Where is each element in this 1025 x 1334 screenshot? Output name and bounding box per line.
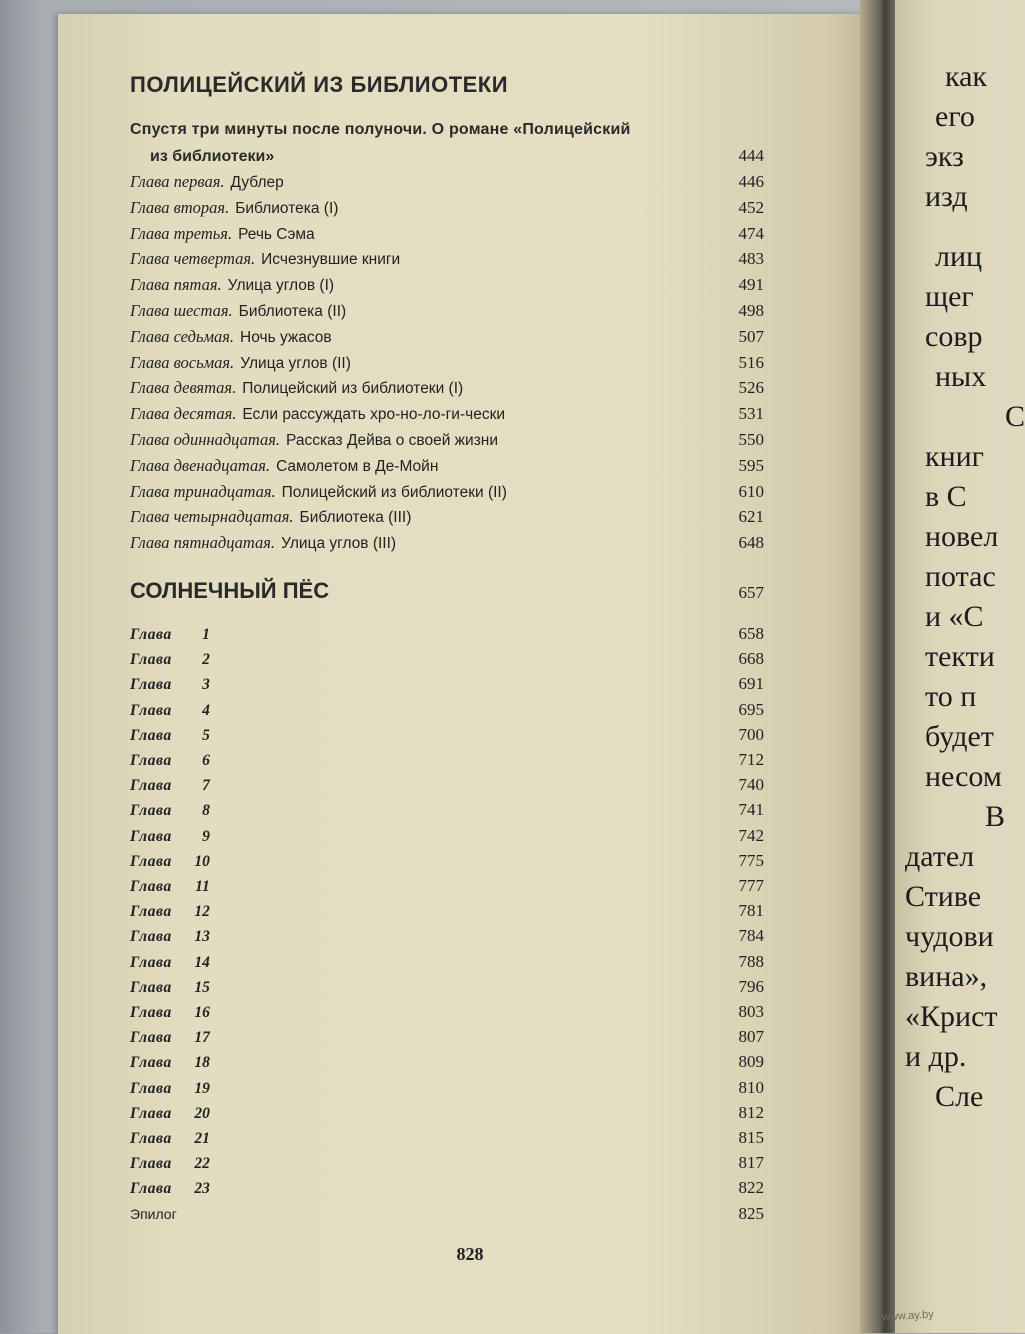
right-page-line: Стиве <box>905 880 982 913</box>
chapter-number: 16 <box>194 1004 210 1021</box>
chapter-label: Глава одиннадцатая. <box>130 430 281 449</box>
dot-leader <box>216 843 712 844</box>
dot-leader <box>321 241 712 242</box>
chapter-number: 5 <box>202 726 210 744</box>
chapter-label: Глава четырнадцатая. <box>130 507 294 527</box>
page-number: 712 <box>738 750 764 769</box>
dot-leader <box>344 215 712 216</box>
page-number: 775 <box>738 850 764 870</box>
dot-leader <box>513 499 712 500</box>
chapter-entry <box>130 624 210 644</box>
toc-row-chapter-number <box>130 1103 764 1127</box>
dot-leader <box>340 292 712 293</box>
page-number: 491 <box>738 275 764 295</box>
toc-row-chapter <box>130 172 764 196</box>
toc-row-chapter <box>130 507 764 531</box>
chapter-title: Библиотека (II) <box>238 303 347 320</box>
right-page-line: лиц <box>935 240 983 273</box>
right-page-line: экз <box>925 140 964 173</box>
chapter-label: Глава девятая. <box>130 378 237 398</box>
chapter-number: 4 <box>202 701 210 719</box>
toc-row-chapter-number <box>130 1027 764 1051</box>
page-number: 595 <box>738 455 764 475</box>
page-number: 807 <box>738 1027 764 1047</box>
dot-leader <box>216 1170 712 1171</box>
chapter-entry <box>130 1128 210 1148</box>
toc-row-chapter-number <box>130 800 764 824</box>
chapter-number: 13 <box>194 928 210 946</box>
toc-row-chapter <box>130 430 764 454</box>
chapter-number: 2 <box>202 651 210 669</box>
page-number: 777 <box>738 876 764 895</box>
chapter-label: Глава шестая. <box>130 301 233 320</box>
dot-leader <box>216 717 712 718</box>
chapter-label: Глава <box>130 1079 172 1097</box>
dot-leader <box>406 266 712 267</box>
watermark: www.ay.by <box>881 1308 935 1324</box>
toc-row-chapter <box>130 533 764 557</box>
page-number: 803 <box>738 1002 764 1021</box>
chapter-entry <box>130 456 438 476</box>
chapter-entry <box>130 533 396 553</box>
dot-leader <box>216 817 712 818</box>
chapter-title: Улица углов (III) <box>281 535 397 553</box>
chapter-entry <box>130 700 210 720</box>
chapter-number: 18 <box>194 1054 210 1072</box>
chapter-entry <box>130 275 334 295</box>
page-number: 531 <box>738 404 764 424</box>
page-number: 658 <box>738 624 764 643</box>
page-number: 695 <box>738 699 764 719</box>
chapter-label: Глава двенадцатая. <box>130 455 271 475</box>
chapter-label: Глава тринадцатая. <box>130 481 276 501</box>
toc-row-chapter <box>130 224 764 248</box>
toc-row-chapter-number <box>130 851 764 875</box>
page-number: 516 <box>738 352 764 372</box>
toc-row-chapter-number <box>130 674 764 698</box>
dot-leader <box>216 742 712 743</box>
chapter-entry <box>130 1178 210 1198</box>
chapter-title: Исчезнувшие книги <box>261 251 401 269</box>
chapter-entry <box>130 800 210 820</box>
chapter-number: 21 <box>194 1130 210 1147</box>
page-number: 610 <box>738 481 764 501</box>
chapter-number: 8 <box>202 802 210 820</box>
right-page-line: книг <box>925 440 984 473</box>
dot-leader <box>216 691 712 692</box>
chapter-label: Глава <box>130 1054 172 1072</box>
page-number: 691 <box>738 674 764 694</box>
chapter-number: 10 <box>194 852 210 870</box>
page-number: 526 <box>738 378 764 398</box>
chapter-number: 9 <box>202 827 210 845</box>
chapter-number: 22 <box>194 1155 210 1173</box>
toc-row-chapter-number <box>130 700 764 724</box>
dot-leader <box>417 524 712 525</box>
dot-leader <box>280 163 712 164</box>
dot-leader <box>216 666 712 667</box>
page-number: 474 <box>738 223 764 243</box>
chapter-label: Глава пятая. <box>130 275 222 295</box>
dot-leader <box>444 473 712 474</box>
toc-row-chapter <box>130 353 764 377</box>
page-number: 668 <box>738 649 764 669</box>
toc-row-chapter <box>130 404 764 428</box>
toc-row-chapter-number <box>130 1153 764 1177</box>
toc-row-chapter-number <box>130 1128 764 1152</box>
page-number: 810 <box>738 1077 764 1097</box>
toc-row-chapter-number <box>130 624 764 648</box>
chapter-entry <box>130 876 210 896</box>
page-number: 700 <box>738 724 764 744</box>
toc-row-chapter <box>130 327 764 351</box>
right-page-line: будет <box>925 720 994 753</box>
chapter-number: 15 <box>194 978 210 996</box>
page-number: 742 <box>738 825 764 845</box>
toc-row-chapter <box>130 198 764 222</box>
chapter-label: Глава <box>130 726 172 744</box>
chapter-label: Глава первая. <box>130 172 225 191</box>
chapter-entry <box>130 649 210 669</box>
chapter-label: Глава <box>130 953 172 971</box>
page-number: 796 <box>738 976 764 996</box>
chapter-label: Глава <box>130 878 172 895</box>
right-page-line: ных <box>935 360 987 393</box>
right-page-line: дател <box>905 840 975 873</box>
page-number: 483 <box>738 249 764 269</box>
page-number: 812 <box>738 1102 764 1122</box>
right-page-line: его <box>935 100 975 133</box>
dot-leader <box>216 1095 712 1096</box>
chapter-label: Глава <box>130 903 172 921</box>
chapter-label: Глава <box>130 852 172 870</box>
page-number: 817 <box>738 1153 764 1173</box>
chapter-entry <box>130 826 210 846</box>
dot-leader <box>216 1069 712 1070</box>
chapter-entry <box>130 775 210 795</box>
chapter-label: Глава пятнадцатая. <box>130 533 276 553</box>
chapter-label: Глава <box>130 777 172 795</box>
toc-row-chapter-number <box>130 775 764 799</box>
right-page-line: и «С <box>925 600 984 633</box>
chapter-number: 7 <box>202 777 210 795</box>
chapter-title: Речь Сэма <box>238 225 315 243</box>
intro-line-2: из библиотеки» <box>150 148 275 165</box>
toc-row-intro <box>130 146 764 170</box>
chapter-entry <box>130 1078 210 1098</box>
chapter-label: Глава <box>130 1029 172 1047</box>
toc-row-chapter-number <box>130 926 764 950</box>
chapter-entry <box>130 249 400 269</box>
right-page-line: В <box>985 800 1006 833</box>
chapter-entry <box>130 977 210 997</box>
dot-leader <box>216 1120 712 1121</box>
dot-leader <box>216 893 712 894</box>
chapter-entry <box>130 353 351 373</box>
chapter-label: Глава <box>130 626 172 643</box>
chapter-title: Дублер <box>230 174 284 191</box>
chapter-number: 23 <box>194 1180 210 1198</box>
page-number: 498 <box>738 301 764 320</box>
dot-leader <box>338 344 712 345</box>
page-number: 446 <box>738 172 764 191</box>
dot-leader <box>216 918 712 919</box>
dot-leader <box>216 1044 712 1045</box>
chapter-entry <box>130 172 284 192</box>
chapter-label: Глава седьмая. <box>130 326 235 346</box>
chapter-label: Глава <box>130 978 172 996</box>
chapter-entry <box>130 404 505 424</box>
page-number: 784 <box>738 926 764 946</box>
chapter-title: Полицейский из библиотеки (I) <box>242 380 464 398</box>
dot-leader <box>183 1221 712 1222</box>
chapter-number: 14 <box>194 953 210 971</box>
right-page-line: щег <box>925 280 974 313</box>
right-page-line: в С <box>925 480 967 513</box>
chapter-entry <box>130 674 210 694</box>
chapter-entry <box>130 327 332 347</box>
right-page-line: совр <box>925 320 983 353</box>
page-number: 815 <box>738 1128 764 1147</box>
chapter-label: Глава вторая. <box>130 197 230 217</box>
toc-row-section2 <box>130 578 764 602</box>
chapter-entry <box>130 507 411 527</box>
chapter-number: 17 <box>194 1029 210 1047</box>
chapter-entry <box>130 482 507 502</box>
toc-row-chapter <box>130 275 764 299</box>
chapter-number: 1 <box>202 626 210 643</box>
right-page-line: С <box>1005 400 1025 433</box>
chapter-label: Глава <box>130 752 172 769</box>
right-page-line: то п <box>925 680 977 713</box>
page-folio-number: 828 <box>456 1244 484 1264</box>
toc-row-chapter-number <box>130 750 764 774</box>
page-number: 788 <box>738 951 764 971</box>
right-page-line: Сле <box>935 1080 984 1113</box>
dot-leader <box>216 767 712 768</box>
chapter-number: 3 <box>202 676 210 694</box>
page-number: 809 <box>738 1052 764 1072</box>
toc-row-chapter <box>130 301 764 325</box>
page-number: 452 <box>738 197 764 217</box>
chapter-label: Глава <box>130 928 172 946</box>
toc-row-chapter-number <box>130 901 764 925</box>
dot-leader <box>504 447 712 448</box>
toc-row-chapter-number <box>130 952 764 976</box>
chapter-title: Улица углов (I) <box>227 277 335 295</box>
right-page-line: текти <box>925 640 995 673</box>
right-page-line: и др. <box>905 1040 967 1073</box>
chapter-label: Глава <box>130 651 172 669</box>
dot-leader <box>216 1195 712 1196</box>
chapter-number: 11 <box>195 878 210 895</box>
chapter-label: Глава <box>130 1155 172 1173</box>
dot-leader <box>216 1019 712 1020</box>
dot-leader <box>216 994 712 995</box>
chapter-label: Глава <box>130 701 172 719</box>
chapter-title: Библиотека (I) <box>235 199 339 217</box>
chapter-title: Самолетом в Де-Мойн <box>276 457 439 475</box>
dot-leader <box>352 318 712 319</box>
chapter-label: Глава <box>130 1130 172 1147</box>
right-page-line: вина», <box>905 960 988 993</box>
toc-row-chapter <box>130 378 764 402</box>
chapter-number: 20 <box>194 1104 210 1122</box>
chapter-label: Глава <box>130 1004 172 1021</box>
right-page-line: новел <box>925 520 999 553</box>
chapter-entry <box>130 430 498 450</box>
section-title-library-policeman: ПОЛИЦЕЙСКИЙ ИЗ БИБЛИОТЕКИ <box>130 72 509 97</box>
chapter-entry <box>130 750 210 770</box>
dot-leader <box>290 189 712 190</box>
toc-row-chapter-number <box>130 649 764 673</box>
epilog-label: Эпилог <box>130 1205 177 1222</box>
dot-leader <box>216 792 712 793</box>
page-number: 621 <box>738 507 764 527</box>
toc-row-chapter <box>130 249 764 273</box>
toc-row-chapter <box>130 456 764 480</box>
chapter-entry <box>130 901 210 921</box>
chapter-title: Ночь ужасов <box>240 328 332 346</box>
page-number: 781 <box>738 901 764 921</box>
chapter-label: Глава <box>130 827 172 845</box>
chapter-title: Улица углов (II) <box>240 354 351 372</box>
toc-row-chapter-number <box>130 1052 764 1076</box>
right-page-line: несом <box>925 760 1002 793</box>
chapter-entry <box>130 1027 210 1047</box>
chapter-number: 12 <box>194 903 210 921</box>
toc-row-chapter-number <box>130 725 764 749</box>
page-number: 741 <box>738 800 764 820</box>
page-number: 657 <box>738 583 764 602</box>
chapter-entry <box>130 851 210 871</box>
dot-leader <box>469 395 712 396</box>
chapter-entry <box>130 301 346 321</box>
dot-leader <box>216 1145 712 1146</box>
chapter-entry <box>130 1153 210 1173</box>
dot-leader <box>357 370 712 371</box>
chapter-label: Глава <box>130 1180 172 1198</box>
page-number: 444 <box>738 146 764 165</box>
right-page-line: изд <box>925 180 968 213</box>
right-page-line: потас <box>925 560 996 593</box>
chapter-label: Глава восьмая. <box>130 352 235 372</box>
dot-leader <box>216 943 712 944</box>
section-title-sun-dog: СОЛНЕЧНЫЙ ПЁС <box>130 578 330 603</box>
chapter-title: Полицейский из библиотеки (II) <box>281 483 507 501</box>
dot-leader <box>335 595 712 596</box>
chapter-entry <box>130 378 463 398</box>
chapter-label: Глава третья. <box>130 223 233 243</box>
toc-row-chapter-number <box>130 876 764 900</box>
chapter-entry <box>130 952 210 972</box>
chapter-label: Глава <box>130 676 172 694</box>
chapter-label: Глава <box>130 1104 172 1122</box>
dot-leader <box>216 969 712 970</box>
right-page-line: «Крист <box>905 1000 998 1033</box>
chapter-entry <box>130 725 210 745</box>
right-page-line: чудови <box>905 920 994 953</box>
dot-leader <box>402 550 712 551</box>
page-number: 648 <box>738 533 764 553</box>
page-number: 825 <box>738 1203 764 1223</box>
right-page-line: как <box>945 60 988 93</box>
chapter-entry <box>130 198 338 218</box>
chapter-label: Глава <box>130 802 172 820</box>
toc-row-epilog <box>130 1204 764 1228</box>
intro-line-1: Спустя три минуты после полуночи. О романе «Полицейский <box>130 121 631 138</box>
chapter-entry <box>130 1002 210 1022</box>
page-number: 740 <box>738 775 764 795</box>
toc-row-chapter-number <box>130 826 764 850</box>
chapter-number: 6 <box>202 752 210 769</box>
chapter-title: Библиотека (III) <box>299 509 412 527</box>
dot-leader <box>216 641 712 642</box>
toc-row-chapter <box>130 482 764 506</box>
toc-row-chapter-number <box>130 977 764 1001</box>
chapter-label: Глава десятая. <box>130 404 237 424</box>
page-number: 550 <box>738 430 764 449</box>
toc-row-chapter-number <box>130 1078 764 1102</box>
dot-leader <box>216 868 712 869</box>
chapter-entry <box>130 224 315 244</box>
chapter-number: 19 <box>194 1079 210 1097</box>
chapter-entry <box>130 926 210 946</box>
page-number: 507 <box>738 326 764 346</box>
page-number: 822 <box>738 1178 764 1198</box>
chapter-entry <box>130 1103 210 1123</box>
dot-leader <box>511 421 712 422</box>
chapter-title: Рассказ Дейва о своей жизни <box>286 432 499 449</box>
chapter-entry <box>130 1052 210 1072</box>
toc-row-chapter-number <box>130 1002 764 1026</box>
toc-row-chapter-number <box>130 1178 764 1202</box>
chapter-label: Глава четвертая. <box>130 249 256 269</box>
chapter-title: Если рассуждать хро-но-ло-ги-чески <box>242 406 506 424</box>
